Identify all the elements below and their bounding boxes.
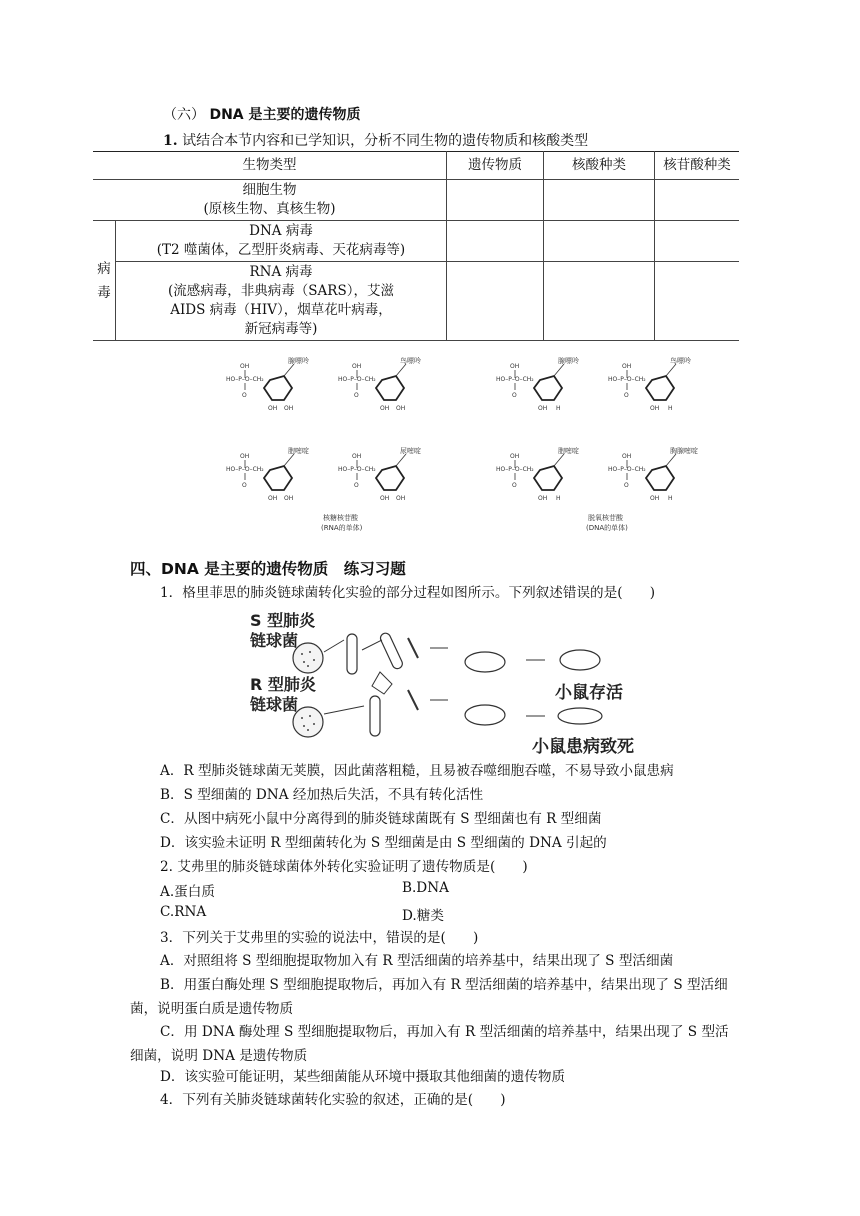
virus-label: 病毒	[93, 221, 116, 341]
dna-virus-cell: DNA 病毒 (T2 噬菌体，乙型肝炎病毒、天花病毒等)	[116, 221, 447, 262]
ex1-option-a: A．R 型肺炎链球菌无荚膜，因此菌落粗糙，且易被吞噬细胞吞噬，不易导致小鼠患病	[160, 763, 674, 779]
ex3-option-d: D．该实验可能证明，某些细菌能从环境中摄取其他细菌的遗传物质	[160, 1069, 566, 1085]
svg-text:OH: OH	[650, 495, 660, 502]
svg-text:OH: OH	[396, 495, 406, 502]
mouse-icon	[465, 652, 505, 672]
svg-text:OH: OH	[538, 495, 548, 502]
table-row	[93, 180, 739, 221]
svg-text:H: H	[668, 405, 673, 412]
ex3-option-b: B．用蛋白酶处理 S 型细胞提取物后，再加入有 R 型活细菌的培养基中，结果出现了 S 型活细菌，说明蛋白质是遗传物质	[130, 977, 728, 1017]
burner-icon	[372, 672, 392, 694]
section-title: （六） DNA 是主要的遗传物质	[163, 107, 361, 123]
svg-text:OH: OH	[268, 405, 278, 412]
base-label: 胞嘧啶	[288, 447, 309, 455]
ex3-option-a: A．对照组将 S 型细胞提取物加入有 R 型活细菌的培养基中，结果出现了 S 型活细菌	[160, 953, 674, 969]
header-nucleotide: 核苷酸种类	[654, 152, 739, 180]
exercise-heading: 四、DNA 是主要的遗传物质 练习习题	[130, 560, 406, 578]
mouse-icon	[465, 705, 505, 725]
die-label: 小鼠患病致死	[532, 737, 634, 757]
base-label: 腺嘌呤	[288, 357, 309, 365]
r-strain-label-2: 链球菌	[250, 695, 299, 714]
ex3-stem: 3．下列关于艾弗里的实验的说法中，错误的是( )	[160, 930, 479, 946]
ex2-option-b: B.DNA	[402, 880, 449, 896]
svg-text:H: H	[556, 405, 561, 412]
svg-text:H: H	[556, 495, 561, 502]
ex2-stem: 2. 艾弗里的肺炎链球菌体外转化实验证明了遗传物质是( )	[160, 859, 528, 875]
test-tube-icon	[370, 696, 380, 736]
base-label: 鸟嘌呤	[400, 357, 421, 365]
rna-caption-sub: (RNA的单体)	[321, 524, 363, 532]
svg-text:OH: OH	[538, 405, 548, 412]
svg-text:OH: OH	[284, 495, 294, 502]
syringe-icon	[408, 638, 418, 658]
base-label: 胸腺嘧啶	[670, 447, 698, 455]
nucleotide-diagram: OH HO–P–O–CH₂ O OH OH 腺嘌呤 OH OH 鸟嘌呤 OH OH 胞嘧啶 OH OH 尿嘧啶 OH H 腺嘌呤 OH H 鸟嘌呤 OH H 胞嘧啶 OH H 胸腺嘧啶 核糖核苷酸 (RNA的单体) 脱氧核苷酸 (DNA的单体)	[216, 355, 698, 532]
petri-dish-icon	[293, 707, 323, 737]
dna-caption-sub: (DNA的单体)	[586, 524, 628, 532]
svg-text:OH: OH	[396, 405, 406, 412]
ex2-option-a: A.蛋白质	[160, 884, 215, 900]
live-label: 小鼠存活	[555, 683, 623, 703]
header-genetic-material: 遗传物质	[446, 152, 543, 180]
rna-caption: 核糖核苷酸	[323, 514, 358, 522]
question-1: 1. 试结合本节内容和已学知识，分析不同生物的遗传物质和核酸类型	[163, 133, 589, 149]
syringe-icon	[408, 690, 418, 710]
ex1-stem: 1．格里菲思的肺炎链球菌转化实验的部分过程如图所示。下列叙述错误的是( )	[160, 585, 656, 601]
base-label: 胞嘧啶	[558, 447, 579, 455]
ex1-option-b: B．S 型细菌的 DNA 经加热后失活，不具有转化活性	[160, 787, 484, 803]
ex4-stem: 4．下列有关肺炎链球菌转化实验的叙述，正确的是( )	[160, 1092, 506, 1108]
test-tube-icon	[379, 632, 404, 671]
svg-text:OH: OH	[380, 405, 390, 412]
ex2-option-c: C.RNA	[160, 904, 207, 920]
ex1-option-c: C．从图中病死小鼠中分离得到的肺炎链球菌既有 S 型细菌也有 R 型细菌	[160, 811, 602, 827]
svg-text:OH: OH	[268, 495, 278, 502]
ex1-option-d: D．该实验未证明 R 型细菌转化为 S 型细菌是由 S 型细菌的 DNA 引起的	[160, 835, 607, 851]
ex3-option-c: C．用 DNA 酶处理 S 型细胞提取物后，再加入有 R 型活细菌的培养基中，结果出现了 S 型活细菌，说明 DNA 是遗传物质	[130, 1024, 729, 1064]
header-organism: 生物类型	[93, 152, 446, 180]
griffith-experiment-figure	[240, 610, 640, 760]
table-row	[93, 262, 739, 341]
svg-text:H: H	[668, 495, 673, 502]
genetic-material-table	[93, 151, 739, 341]
test-tube-icon	[347, 634, 357, 674]
base-label: 鸟嘌呤	[670, 357, 691, 365]
base-label: 尿嘧啶	[400, 447, 421, 455]
svg-text:OH: OH	[284, 405, 294, 412]
mouse-icon	[560, 650, 600, 670]
table-row	[93, 221, 739, 262]
header-nucleic-acid: 核酸种类	[543, 152, 654, 180]
s-strain-label-2: 链球菌	[250, 631, 299, 650]
s-strain-label-1: S 型肺炎	[250, 611, 316, 630]
mouse-icon	[558, 708, 602, 724]
petri-dish-icon	[293, 643, 323, 673]
rna-virus-cell: RNA 病毒 (流感病毒，非典病毒（SARS），艾滋 AIDS 病毒（HIV），烟草花叶病毒， 新冠病毒等)	[116, 262, 447, 341]
base-label: 腺嘌呤	[558, 357, 579, 365]
dna-caption: 脱氧核苷酸	[588, 514, 623, 522]
cell-organism: 细胞生物 (原核生物、真核生物)	[93, 180, 446, 221]
svg-text:OH: OH	[380, 495, 390, 502]
ex2-option-d: D.糖类	[402, 908, 444, 924]
svg-text:OH: OH	[650, 405, 660, 412]
r-strain-label-1: R 型肺炎	[250, 675, 316, 694]
